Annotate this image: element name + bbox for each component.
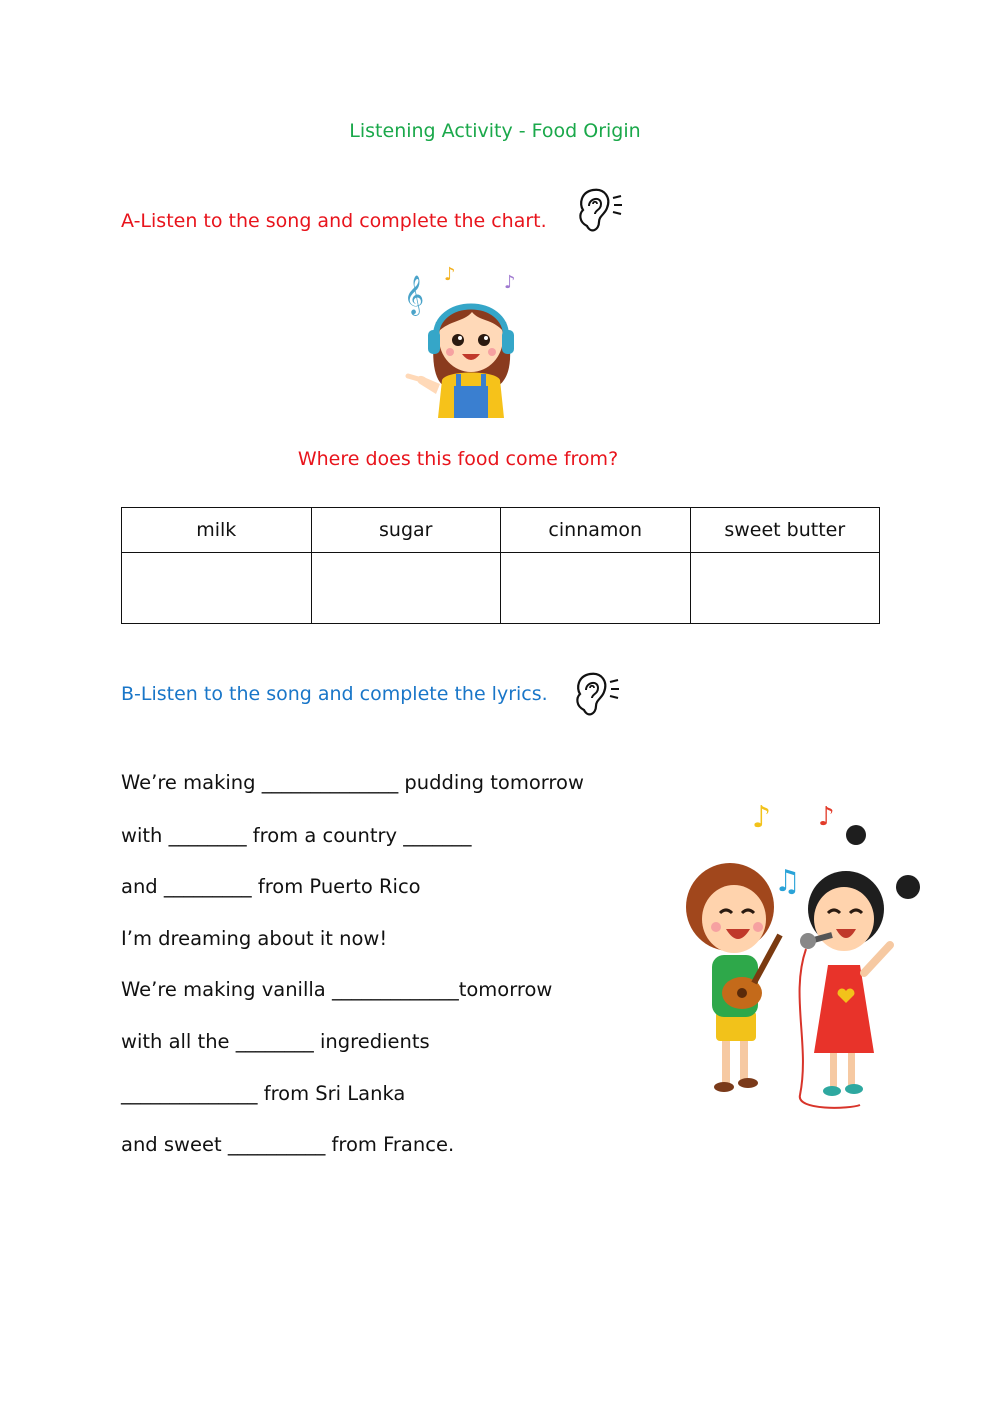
svg-text:♪: ♪ xyxy=(444,264,456,285)
chart-header-sweet-butter: sweet butter xyxy=(690,508,880,553)
lyric-line-1: We’re making ______________ pudding tomorrow xyxy=(121,771,584,794)
lyric-line-2: with ________ from a country _______ xyxy=(121,824,472,847)
chart-header-milk: milk xyxy=(122,508,312,553)
ear-icon xyxy=(572,670,622,722)
chart-answer-sugar[interactable] xyxy=(311,553,501,624)
food-origin-chart xyxy=(121,507,880,624)
lyric-line-8: and sweet __________ from France. xyxy=(121,1133,455,1156)
chart-answer-sweet-butter[interactable] xyxy=(690,553,880,624)
girl-with-headphones-illustration xyxy=(400,262,540,418)
lyric-line-4: I’m dreaming about it now! xyxy=(121,927,388,950)
lyric-line-5: We’re making vanilla _____________tomorrow xyxy=(121,978,553,1001)
lyric-line-6: with all the ________ ingredients xyxy=(121,1030,430,1053)
lyric-line-7: ______________ from Sri Lanka xyxy=(121,1082,406,1105)
chart-question: Where does this food come from? xyxy=(297,448,619,470)
svg-text:𝄞: 𝄞 xyxy=(404,275,425,315)
chart-header-sugar: sugar xyxy=(311,508,501,553)
svg-text:♫: ♫ xyxy=(774,864,801,899)
svg-text:♪: ♪ xyxy=(504,272,516,293)
section-b-heading: B-Listen to the song and complete the lyrics. xyxy=(121,683,548,705)
worksheet-title: Listening Activity - Food Origin xyxy=(349,120,641,142)
chart-answer-cinnamon[interactable] xyxy=(501,553,691,624)
chart-header-cinnamon: cinnamon xyxy=(501,508,691,553)
svg-text:♪: ♪ xyxy=(818,802,835,832)
chart-answer-milk[interactable] xyxy=(122,553,312,624)
svg-text:♪: ♪ xyxy=(752,800,772,835)
ear-icon xyxy=(575,186,625,238)
kids-singing-illustration xyxy=(660,795,930,1115)
lyric-line-3: and _________ from Puerto Rico xyxy=(121,875,421,898)
section-a-heading: A-Listen to the song and complete the chart. xyxy=(121,210,547,232)
